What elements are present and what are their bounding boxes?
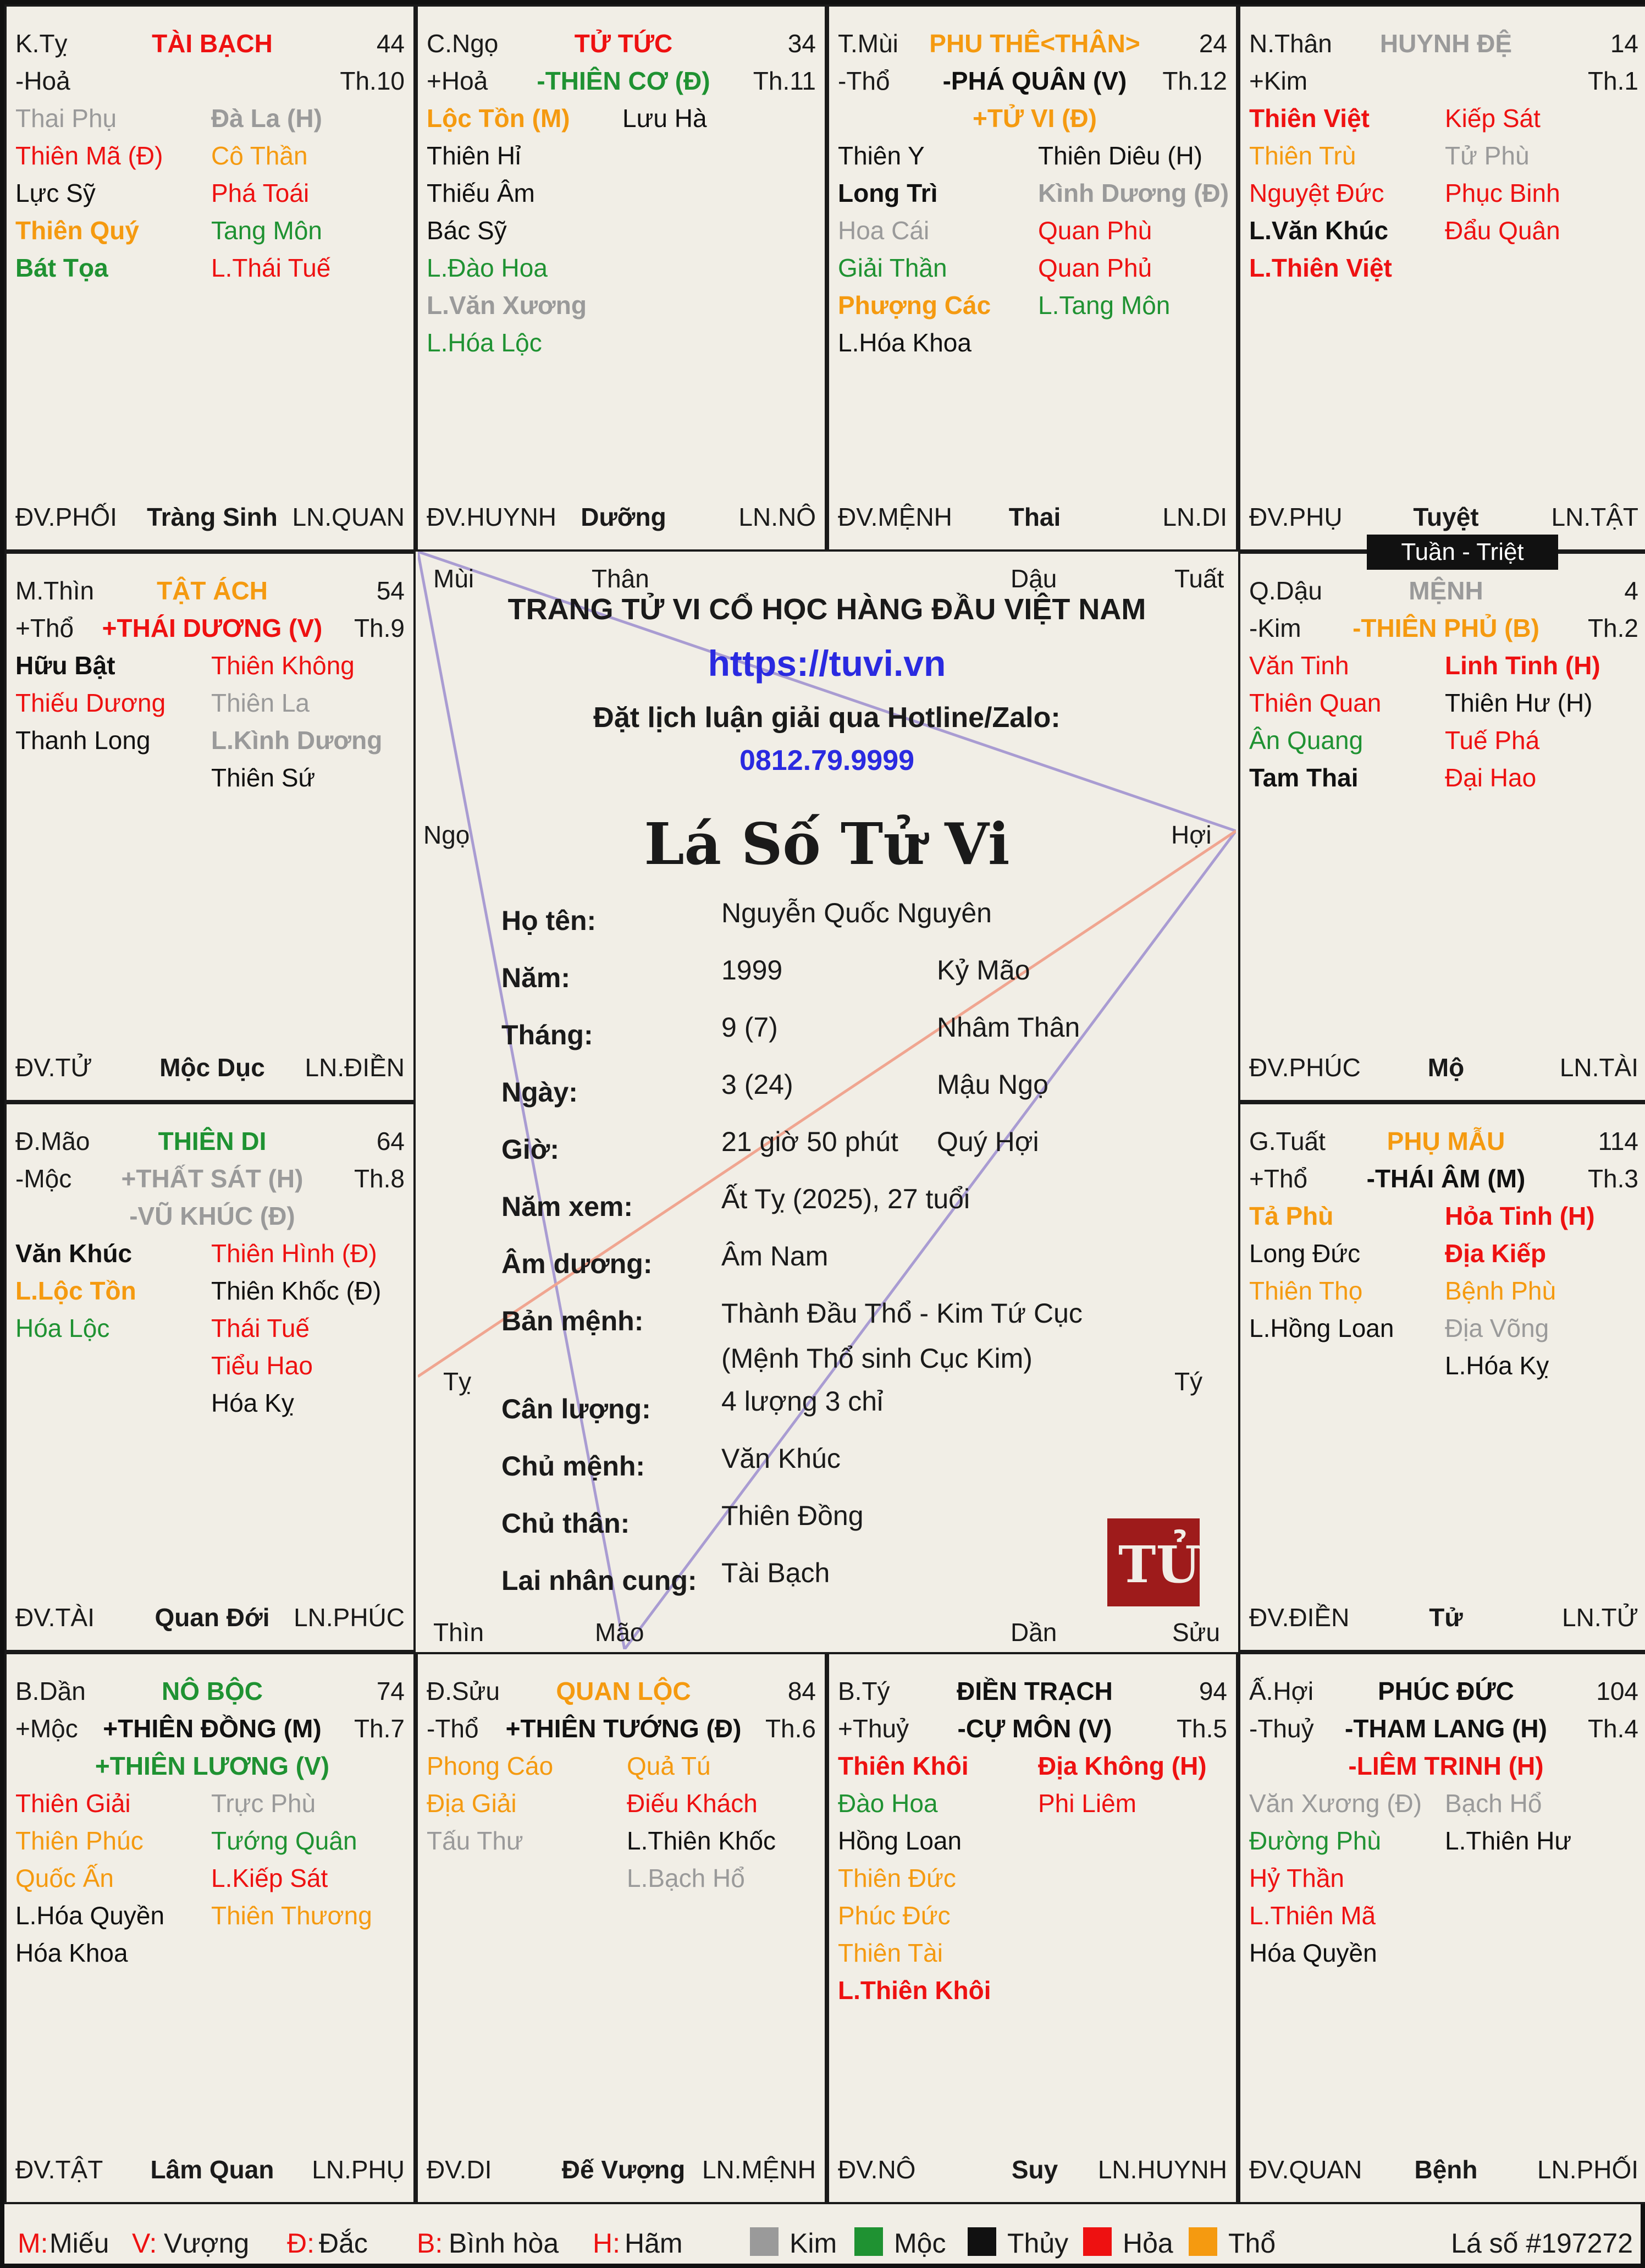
main-star: -THIÊN PHỦ (B) [1353,614,1539,642]
palace-can-chi: Đ.Mão [15,1127,90,1155]
palace-element: +Thổ [15,614,74,642]
star-right: Thiên Không [211,651,355,680]
palace-age: 114 [1598,1127,1638,1155]
palace-th: Th.7 [354,1714,405,1743]
star-left: L.Thiên Việt [1249,254,1392,282]
star-right: Tang Môn [211,216,323,245]
booking-text: Đặt lịch luận giải qua Hotline/Zalo: [593,702,1061,734]
star-left: L.Hóa Lộc [427,328,542,357]
palace-luu-nien: LN.TẬT [1551,503,1638,531]
main-star: -PHÁ QUÂN (V) [942,67,1127,95]
info-label: Tháng: [501,1020,593,1050]
palace-th: Th.12 [1162,67,1227,95]
corner-label-dau: Dậu [1011,564,1057,593]
star-right: Lưu Hà [622,104,707,133]
palace-name: QUAN LỘC [556,1677,691,1705]
palace-name: PHỤ MẪU [1387,1127,1505,1155]
star-left: Hoa Cái [838,216,930,245]
palace-dai-van: ĐV.MỆNH [838,503,952,531]
star-right: Đẩu Quân [1445,216,1560,245]
star-left: Hóa Lộc [15,1314,110,1342]
legend-element-label: Mộc [894,2228,946,2259]
seal-logo [1107,1518,1200,1606]
palace-can-chi: C.Ngọ [427,29,499,58]
legend-state-key: M: [18,2228,48,2259]
star-left: Long Trì [838,179,938,207]
star-right: Hỏa Tinh (H) [1445,1202,1595,1230]
legend-state-value: Đắc [319,2228,368,2259]
palace-dai-van: ĐV.DI [427,2155,492,2184]
legend-element-label: Kim [790,2228,837,2259]
corner-label-than: Thân [592,564,649,593]
star-left: L.Lộc Tồn [15,1276,136,1305]
palace-age: 84 [787,1677,816,1705]
info-value-can-chi: Mậu Ngọ [937,1069,1048,1100]
star-right: Bệnh Phù [1445,1276,1556,1305]
main-star: +THIÊN ĐỒNG (M) [103,1714,322,1743]
seal-glyph: TỬ [1118,1535,1200,1594]
palace-element: -Hoả [15,67,70,95]
palace-name: TÀI BẠCH [152,29,273,58]
legend-bar [4,2204,1645,2268]
star-left: Phúc Đức [838,1901,951,1930]
star-right: Địa Không (H) [1038,1752,1207,1780]
palace-dai-van: ĐV.QUAN [1249,2155,1362,2184]
palace-mui[interactable] [827,4,1238,552]
star-right: Thiên Khốc (Đ) [211,1276,382,1305]
palace-age: 74 [376,1677,405,1705]
palace-element: -Thổ [427,1714,479,1743]
palace-th: Th.9 [354,614,405,642]
star-left: Thiên Khôi [838,1752,969,1780]
star-left: Hồng Loan [838,1826,962,1855]
main-star: -THAM LANG (H) [1345,1714,1547,1743]
palace-trang-sinh: Dưỡng [581,503,666,531]
palace-suu[interactable] [416,1652,827,2204]
palace-name: TỬ TỨC [574,29,673,58]
palace-th: Th.5 [1176,1714,1227,1743]
tuan-triet-badge: Tuần - Triệt [1367,535,1558,570]
palace-element: -Thuỷ [1249,1714,1314,1743]
main-star: -LIÊM TRINH (H) [1348,1752,1544,1780]
palace-trang-sinh: Tuyệt [1413,503,1479,531]
palace-can-chi: Q.Dậu [1249,576,1322,605]
star-left: Thai Phụ [15,104,117,133]
palace-name: TẬT ÁCH [157,576,268,605]
star-left: Thiên Quý [15,216,139,245]
star-right: Kình Dương (Đ) [1038,179,1229,207]
palace-trang-sinh: Thai [1008,503,1061,531]
palace-name: PHÚC ĐỨC [1378,1677,1514,1705]
legend-element-label: Hỏa [1123,2228,1173,2259]
palace-luu-nien: LN.QUAN [292,503,405,531]
legend-swatch-moc [854,2227,883,2256]
palace-can-chi: Đ.Sửu [427,1677,500,1705]
star-right: Thiên Hình (Đ) [211,1239,377,1268]
palace-age: 24 [1199,29,1227,58]
star-right: L.Bạch Hổ [627,1864,745,1892]
info-label: Chủ thân: [501,1508,630,1539]
palace-trang-sinh: Tràng Sinh [147,503,278,531]
chart-number: Lá số #197272 [1451,2228,1633,2259]
palace-element: +Thuỷ [838,1714,909,1743]
star-left: Phong Cáo [427,1752,554,1780]
corner-label-ti: Tý [1174,1367,1203,1396]
palace-can-chi: B.Tý [838,1677,890,1705]
palace-luu-nien: LN.TÀI [1559,1053,1638,1082]
info-value-can-chi: Quý Hợi [937,1126,1039,1157]
star-left: L.Thiên Khôi [838,1976,991,2005]
star-left: Tam Thai [1249,763,1359,792]
legend-element-label: Thủy [1007,2228,1069,2259]
star-left: Đào Hoa [838,1789,938,1818]
star-left: Ân Quang [1249,726,1364,755]
palace-trang-sinh: Suy [1011,2155,1058,2184]
palace-can-chi: G.Tuất [1249,1127,1326,1155]
star-right: Phi Liêm [1038,1789,1136,1818]
main-star: +TỬ VI (Đ) [972,104,1097,133]
star-left: L.Đào Hoa [427,254,548,282]
corner-label-ngo: Ngọ [423,821,470,849]
palace-age: 4 [1624,576,1638,605]
corner-label-suu: Sửu [1172,1618,1221,1647]
info-value: 3 (24) [721,1069,793,1100]
palace-th: Th.8 [354,1164,405,1193]
star-left: Long Đức [1249,1239,1361,1268]
info-label: Chủ mệnh: [501,1451,645,1482]
palace-hoi[interactable] [1238,1652,1645,2204]
star-right: L.Tang Môn [1038,291,1171,320]
palace-can-chi: K.Tỵ [15,29,68,58]
star-right: L.Kình Dương [211,726,383,755]
corner-label-mui: Mùi [433,564,474,593]
palace-age: 94 [1199,1677,1227,1705]
info-value: Nguyễn Quốc Nguyên [721,898,992,928]
palace-luu-nien: LN.PHÚC [294,1603,405,1632]
star-right: Thiên Sứ [211,763,316,792]
star-right: L.Thiên Hư [1445,1826,1572,1855]
star-right: Thái Tuế [211,1314,310,1342]
star-right: Cô Thần [211,141,308,170]
star-left: Hóa Quyền [1249,1939,1377,1967]
info-value: Thành Đầu Thổ - Kim Tứ Cục [721,1298,1083,1329]
star-right: Phá Toái [211,179,310,207]
star-left: Hỷ Thần [1249,1864,1345,1892]
star-left: Thiên Phúc [15,1826,143,1855]
star-left: Phượng Các [838,291,991,320]
palace-trang-sinh: Lâm Quan [150,2155,274,2184]
star-left: Lực Sỹ [15,179,96,207]
star-left: L.Thiên Mã [1249,1901,1376,1930]
palace-can-chi: B.Dần [15,1677,86,1705]
star-right: Quả Tú [627,1752,711,1780]
palace-can-chi: N.Thân [1249,29,1332,58]
main-star: +THIÊN TƯỚNG (Đ) [505,1714,742,1743]
star-left: Bác Sỹ [427,216,507,245]
star-right: L.Hóa Kỵ [1445,1351,1549,1380]
star-left: Thiên Giải [15,1789,131,1818]
palace-thin[interactable] [4,552,416,1102]
star-left: Thiên Quan [1249,689,1382,717]
palace-luu-nien: LN.ĐIỀN [305,1053,405,1082]
main-star: -VŨ KHÚC (Đ) [129,1202,295,1230]
star-left: Thiên Đức [838,1864,956,1892]
star-left: Thiên Y [838,141,925,170]
corner-label-ty: Tỵ [443,1367,472,1396]
info-label: Bản mệnh: [501,1306,644,1336]
palace-name: ĐIỀN TRẠCH [957,1677,1113,1705]
star-right: Tướng Quân [211,1826,357,1855]
palace-trang-sinh: Mộc Dục [159,1053,265,1082]
legend-state-value: Miếu [49,2228,109,2259]
info-label: Giờ: [501,1134,559,1165]
star-left: Lộc Tồn (M) [427,104,570,133]
palace-mao[interactable] [4,1102,416,1652]
site-url-link[interactable]: https://tuvi.vn [708,643,946,684]
main-star: -THIÊN CƠ (Đ) [537,67,710,95]
palace-trang-sinh: Đế Vượng [561,2155,686,2184]
info-label: Họ tên: [501,905,597,936]
star-left: L.Hóa Khoa [838,328,971,357]
palace-luu-nien: LN.PHỤ [312,2155,405,2184]
star-left: Quốc Ấn [15,1864,114,1892]
info-label: Âm dương: [501,1248,653,1279]
star-right: Quan Phủ [1038,254,1152,282]
palace-th: Th.2 [1587,614,1638,642]
legend-state-key: H: [593,2228,620,2259]
palace-dai-van: ĐV.PHỐI [15,503,117,531]
center-panel [418,552,1236,1649]
star-left: Giải Thần [838,254,947,282]
palace-dai-van: ĐV.TẬT [15,2155,103,2184]
star-left: Tấu Thư [427,1826,523,1855]
main-star: +THIÊN LƯƠNG (V) [95,1752,330,1780]
palace-luu-nien: LN.NÔ [738,503,816,531]
star-right: Thiên La [211,689,310,717]
palace-age: 14 [1610,29,1638,58]
palace-name: PHU THÊ<THÂN> [929,29,1140,58]
palace-th: Th.3 [1587,1164,1638,1193]
main-star: +THÁI DƯƠNG (V) [102,614,323,642]
info-value: Âm Nam [721,1241,829,1271]
main-star: +THẤT SÁT (H) [121,1164,303,1193]
palace-th: Th.1 [1587,67,1638,95]
star-right: L.Thái Tuế [211,254,331,282]
palace-luu-nien: LN.HUYNH [1097,2155,1227,2184]
star-left: Thiên Trù [1249,141,1356,170]
palace-dai-van: ĐV.NÔ [838,2155,916,2184]
star-right: L.Kiếp Sát [211,1864,328,1892]
info-label: Năm xem: [501,1191,633,1222]
star-left: Văn Tinh [1249,651,1349,680]
star-left: Tả Phù [1249,1202,1334,1230]
palace-ti[interactable] [827,1652,1238,2204]
legend-state-key: B: [417,2228,443,2259]
palace-ty[interactable] [4,4,416,552]
star-right: Phục Binh [1445,179,1560,207]
star-right: Bạch Hổ [1445,1789,1542,1818]
palace-th: Th.11 [753,67,816,95]
palace-trang-sinh: Tử [1429,1603,1463,1632]
legend-state-value: Vượng [164,2228,250,2259]
info-value: Ất Tỵ (2025), 27 tuổi [721,1183,970,1214]
palace-luu-nien: LN.MỆNH [702,2155,816,2184]
palace-element: -Kim [1249,614,1301,642]
star-left: L.Hóa Quyền [15,1901,165,1930]
star-right: Tiểu Hao [211,1351,313,1380]
info-label: Lai nhân cung: [501,1565,697,1596]
star-left: Văn Khúc [15,1239,133,1268]
corner-label-thin: Thìn [433,1618,484,1647]
legend-swatch-thuy [968,2227,996,2256]
star-left: Thiếu Âm [427,179,535,207]
legend-swatch-hoa [1083,2227,1112,2256]
star-right: Hóa Kỵ [211,1389,294,1417]
info-value: Văn Khúc [721,1443,841,1474]
info-label: Ngày: [501,1077,578,1108]
palace-element: -Thổ [838,67,890,95]
palace-age: 64 [376,1127,405,1155]
palace-dan[interactable] [4,1652,416,2204]
info-label: Cân lượng: [501,1394,651,1424]
star-right: Kiếp Sát [1445,104,1541,133]
palace-dau[interactable] [1238,552,1645,1102]
palace-th: Th.4 [1587,1714,1638,1743]
info-value: 1999 [721,955,783,986]
info-value-can-chi: Nhâm Thân [937,1012,1080,1043]
palace-dai-van: ĐV.ĐIỀN [1249,1603,1350,1632]
star-left: Thiên Tài [838,1939,943,1967]
info-label: Năm: [501,962,571,993]
palace-luu-nien: LN.TỬ [1562,1603,1638,1632]
palace-dai-van: ĐV.PHỤ [1249,503,1343,531]
main-star: -THÁI ÂM (M) [1366,1164,1526,1193]
legend-state-key: Đ: [287,2228,314,2259]
star-right: Thiên Diêu (H) [1038,141,1203,170]
palace-age: 104 [1596,1677,1638,1705]
palace-age: 44 [376,29,405,58]
chart-title: Lá Số Tử Vi [644,810,1010,878]
star-left: Thiên Việt [1249,104,1370,133]
palace-luu-nien: LN.DI [1162,503,1227,531]
star-left: Thanh Long [15,726,151,755]
star-left: Địa Giải [427,1789,517,1818]
info-value: 9 (7) [721,1012,778,1043]
star-right: Địa Kiếp [1445,1239,1547,1268]
star-left: Hóa Khoa [15,1939,128,1967]
corner-label-mao: Mão [595,1618,644,1647]
palace-trang-sinh: Quan Đới [154,1603,270,1632]
star-left: Đường Phù [1249,1826,1381,1855]
palace-name: THIÊN DI [158,1127,267,1155]
palace-name: NÔ BỘC [162,1677,263,1705]
info-value: 21 giờ 50 phút [721,1126,898,1157]
palace-trang-sinh: Bệnh [1414,2155,1478,2184]
main-star: -CỰ MÔN (V) [957,1714,1112,1743]
corner-label-tuat: Tuất [1174,564,1224,593]
palace-th: Th.6 [765,1714,816,1743]
info-value: Tài Bạch [721,1557,830,1588]
palace-age: 54 [376,576,405,605]
info-value-note: (Mệnh Thổ sinh Cục Kim) [721,1343,1033,1374]
star-right: Đại Hao [1445,763,1537,792]
info-value: Thiên Đồng [721,1500,864,1531]
star-left: Thiên Thọ [1249,1276,1363,1305]
palace-can-chi: T.Mùi [838,29,898,58]
info-value: 4 lượng 3 chỉ [721,1386,884,1417]
star-left: Hữu Bật [15,651,115,680]
palace-luu-nien: LN.PHỐI [1537,2155,1638,2184]
palace-element: -Mộc [15,1164,72,1193]
palace-th: Th.10 [340,67,405,95]
star-left: L.Văn Khúc [1249,216,1389,245]
star-left: Văn Xương (Đ) [1249,1789,1422,1818]
hotline-link[interactable]: 0812.79.9999 [739,745,915,777]
palace-name: HUYNH ĐỆ [1379,29,1512,58]
palace-element: +Kim [1249,67,1308,95]
palace-age: 34 [787,29,816,58]
palace-dai-van: ĐV.TỬ [15,1053,92,1082]
palace-element: +Thổ [1249,1164,1308,1193]
star-left: L.Hồng Loan [1249,1314,1394,1342]
legend-swatch-kim [750,2227,779,2256]
star-right: Tuế Phá [1445,726,1540,755]
star-right: Quan Phù [1038,216,1152,245]
star-right: Linh Tinh (H) [1445,651,1600,680]
corner-label-hoi: Hợi [1171,821,1212,849]
palace-can-chi: M.Thìn [15,576,95,605]
palace-element: +Hoả [427,67,488,95]
star-left: L.Văn Xương [427,291,587,320]
star-left: Nguyệt Đức [1249,179,1384,207]
palace-dai-van: ĐV.HUYNH [427,503,557,531]
palace-than[interactable] [1238,4,1645,552]
corner-label-dan: Dần [1011,1618,1057,1647]
palace-dai-van: ĐV.PHÚC [1249,1053,1361,1082]
palace-ngo[interactable] [416,4,827,552]
palace-name: MỆNH [1409,576,1483,605]
palace-can-chi: Ấ.Hợi [1249,1677,1314,1705]
star-right: Thiên Hư (H) [1445,689,1593,717]
star-left: Thiên Hỉ [427,141,521,170]
star-left: Thiên Mã (Đ) [15,141,163,170]
star-right: Đà La (H) [211,104,322,133]
star-right: Địa Võng [1445,1314,1549,1342]
star-right: L.Thiên Khốc [627,1826,776,1855]
palace-trang-sinh: Mộ [1427,1053,1465,1082]
palace-dai-van: ĐV.TÀI [15,1603,95,1632]
legend-swatch-tho [1189,2227,1217,2256]
info-value-can-chi: Kỷ Mão [937,955,1030,986]
star-right: Tử Phù [1445,141,1530,170]
legend-state-key: V: [132,2228,157,2259]
palace-element: +Mộc [15,1714,78,1743]
legend-state-value: Bình hòa [449,2228,559,2259]
star-right: Thiên Thương [211,1901,372,1930]
star-left: Thiếu Dương [15,689,166,717]
star-right: Điếu Khách [627,1789,758,1818]
site-title: TRANG TỬ VI CỔ HỌC HÀNG ĐẦU VIỆT NAM [507,593,1146,626]
legend-element-label: Thổ [1228,2228,1276,2259]
star-left: Bát Tọa [15,254,108,282]
star-right: Trực Phù [211,1789,316,1818]
legend-state-value: Hãm [625,2228,683,2259]
palace-tuat[interactable] [1238,1102,1645,1652]
